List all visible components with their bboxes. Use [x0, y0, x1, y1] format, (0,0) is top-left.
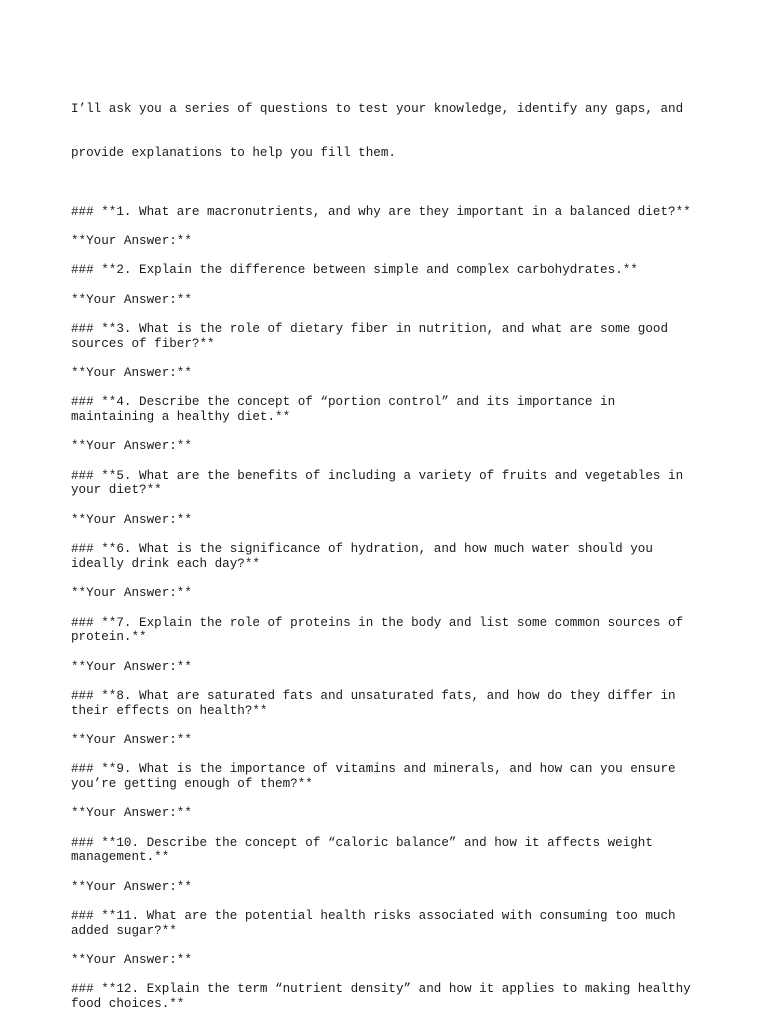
answer-label-text: **Your Answer:**: [71, 806, 192, 821]
question-line: maintaining a healthy diet.**: [71, 410, 291, 425]
question-line: ### **2. Explain the difference between simple and complex carbohydrates.**: [71, 263, 638, 278]
question-line: ### **11. What are the potential health risks associated with consuming too much: [71, 909, 676, 924]
answer-label: [71, 513, 711, 528]
question-line: ### **6. What is the significance of hydration, and how much water should you: [71, 542, 653, 557]
answer-label: [71, 880, 711, 895]
question-line: sources of fiber?**: [71, 336, 215, 351]
question-heading: [71, 542, 711, 571]
answer-label-text: **Your Answer:**: [71, 512, 192, 527]
question-line: ### **12. Explain the term “nutrient density” and how it applies to making healthy: [71, 982, 691, 997]
question-heading: [71, 909, 711, 938]
question-heading: [71, 689, 711, 718]
question-line: ### **3. What is the role of dietary fiber in nutrition, and what are some good: [71, 322, 669, 337]
answer-label-text: **Your Answer:**: [71, 953, 192, 968]
question-heading: [71, 205, 711, 220]
question-heading: [71, 395, 711, 424]
question-line: ### **1. What are macronutrients, and why are they important in a balanced diet?**: [71, 204, 691, 219]
answer-label-text: **Your Answer:**: [71, 732, 192, 747]
question-line: ### **5. What are the benefits of including a variety of fruits and vegetables in: [71, 468, 684, 483]
question-heading: [71, 263, 711, 278]
question-line: your diet?**: [71, 483, 162, 498]
answer-label-text: **Your Answer:**: [71, 292, 192, 307]
answer-label-text: **Your Answer:**: [71, 659, 192, 674]
answer-label: [71, 439, 711, 454]
answer-label-text: **Your Answer:**: [71, 233, 192, 248]
document-page: [71, 73, 711, 1026]
answer-label: [71, 366, 711, 381]
intro-line: I’ll ask you a series of questions to test your knowledge, identify any gaps, and: [71, 102, 684, 117]
question-line: ### **8. What are saturated fats and unsaturated fats, and how do they differ in: [71, 688, 676, 703]
question-line: you’re getting enough of them?**: [71, 776, 313, 791]
answer-label: [71, 586, 711, 601]
question-heading: [71, 982, 711, 1011]
question-line: their effects on health?**: [71, 703, 268, 718]
question-line: ### **9. What is the importance of vitamins and minerals, and how can you ensure: [71, 762, 676, 777]
answer-label-text: **Your Answer:**: [71, 366, 192, 381]
intro-paragraph: [71, 73, 711, 190]
question-heading: [71, 322, 711, 351]
question-line: ### **4. Describe the concept of “portion control” and its importance in: [71, 395, 616, 410]
question-line: ### **7. Explain the role of proteins in the body and list some common sources of: [71, 615, 684, 630]
question-line: ideally drink each day?**: [71, 556, 260, 571]
answer-label: [71, 234, 711, 249]
intro-line: provide explanations to help you fill them.: [71, 145, 396, 160]
answer-label-text: **Your Answer:**: [71, 439, 192, 454]
answer-label: [71, 660, 711, 675]
question-line: protein.**: [71, 630, 147, 645]
question-line: added sugar?**: [71, 923, 177, 938]
answer-label: [71, 733, 711, 748]
answer-label-text: **Your Answer:**: [71, 586, 192, 601]
answer-label: [71, 953, 711, 968]
answer-label: [71, 293, 711, 308]
question-heading: [71, 762, 711, 791]
question-line: ### **10. Describe the concept of “caloric balance” and how it affects weight: [71, 835, 653, 850]
answer-label: [71, 806, 711, 821]
question-line: food choices.**: [71, 997, 185, 1012]
answer-label-text: **Your Answer:**: [71, 879, 192, 894]
question-heading: [71, 616, 711, 645]
question-heading: [71, 469, 711, 498]
question-heading: [71, 836, 711, 865]
question-line: management.**: [71, 850, 170, 865]
